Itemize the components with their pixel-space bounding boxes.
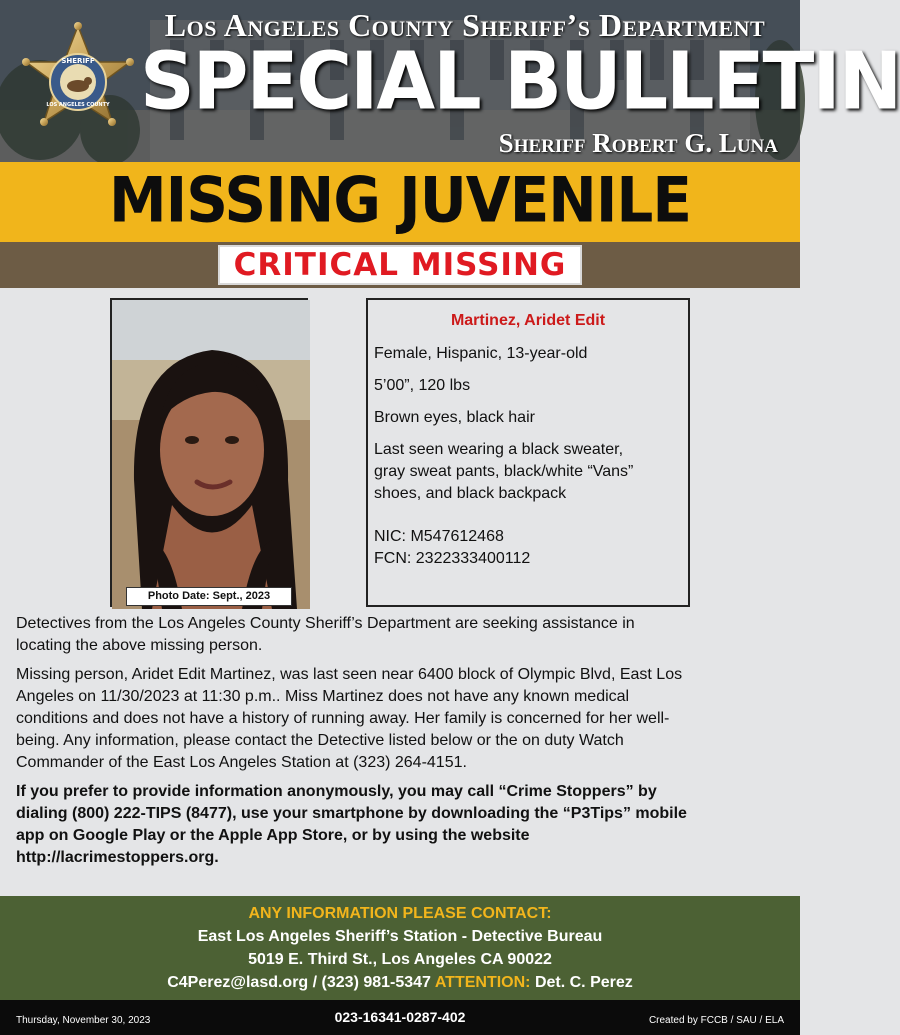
nic-number: NIC: M547612468 [374, 528, 504, 545]
attention-label: ATTENTION: [434, 974, 531, 991]
paragraph-line: being. Any information, please contact the Detective listed below or the on duty Watch [16, 732, 624, 749]
bulletin-body [16, 613, 786, 869]
critical-missing-badge [218, 245, 582, 285]
paragraph-line: If you prefer to provide information anonymously, you may call “Crime Stoppers” by [16, 783, 657, 800]
critical-missing-text: CRITICAL MISSING [233, 247, 567, 283]
contact-line [0, 971, 800, 994]
clothing-line: shoes, and black backpack [374, 485, 567, 502]
paragraph-line: Missing person, Aridet Edit Martinez, was last seen near 6400 block of Olympic Blvd, East Los [16, 666, 683, 683]
portrait-illustration [112, 300, 310, 609]
photo-date-caption: Photo Date: Sept., 2023 [126, 587, 292, 606]
crimestoppers-link[interactable]: http://lacrimestoppers.org. [16, 849, 219, 866]
created-by-credit: Created by FCCB / SAU / ELA [648, 1015, 784, 1026]
paragraph-line: locating the above missing person. [16, 637, 263, 654]
contact-section [0, 896, 800, 1000]
paragraph-line: Commander of the East Los Angeles Station at (323) 264-4151. [16, 754, 467, 771]
paragraph-line: app on Google Play or the Apple App Store, or by using the website [16, 827, 530, 844]
department-name: Los Angeles County Sheriff’s Department [164, 7, 766, 43]
intro-paragraph [16, 613, 786, 657]
bulletin-header [0, 0, 900, 162]
clothing-line: gray sweat pants, black/white “Vans” [374, 463, 634, 480]
details-paragraph [16, 664, 786, 774]
station-address: 5019 E. Third St., Los Angeles CA 90022 [248, 951, 552, 968]
missing-juvenile-title: MISSING JUVENILE [108, 163, 692, 237]
fcn-number: FCN: 2322333400112 [374, 550, 531, 567]
badge-top-text: SHERIFF [61, 57, 95, 65]
bulletin-footer [0, 1000, 800, 1035]
contact-heading: ANY INFORMATION PLEASE CONTACT: [248, 905, 552, 922]
missing-person-photo [110, 298, 308, 607]
paragraph-line: conditions and does not have a history of running away. Her family is concerned for her well- [16, 710, 670, 727]
station-name: East Los Angeles Sheriff’s Station - Detective Bureau [197, 928, 603, 945]
subject-eyes-hair: Brown eyes, black hair [374, 409, 535, 426]
subject-height-weight: 5’00”, 120 lbs [374, 377, 471, 394]
case-number: 023-16341-0287-402 [334, 1009, 466, 1025]
anonymous-tip-paragraph [16, 781, 786, 869]
paragraph-line: dialing (800) 222-TIPS (8477), use your smartphone by downloading the “P3Tips” mobile [16, 805, 687, 822]
paragraph-line: Detectives from the Los Angeles County Sheriff’s Department are seeking assistance in [16, 615, 635, 632]
paragraph-line: Angeles on 11/30/2023 at 11:30 p.m.. Miss Martinez does not have any known medical [16, 688, 630, 705]
sheriff-name: Sheriff Robert G. Luna [498, 128, 778, 158]
subject-clothing [374, 439, 688, 505]
email-phone[interactable]: C4Perez@lasd.org / (323) 981-5347 [167, 974, 431, 991]
subject-demographics: Female, Hispanic, 13-year-old [374, 345, 588, 362]
badge-bottom-text: LOS ANGELES COUNTY [46, 102, 110, 108]
sheriff-star-badge-icon [18, 24, 138, 144]
bulletin-date: Thursday, November 30, 2023 [16, 1015, 151, 1026]
clothing-line: Last seen wearing a black sweater, [374, 441, 624, 458]
subject-info-box [366, 298, 690, 607]
detective-name: Det. C. Perez [534, 974, 633, 991]
subject-name: Martinez, Aridet Edit [450, 312, 606, 329]
bulletin-title: SPECIAL BULLETIN [140, 33, 900, 128]
